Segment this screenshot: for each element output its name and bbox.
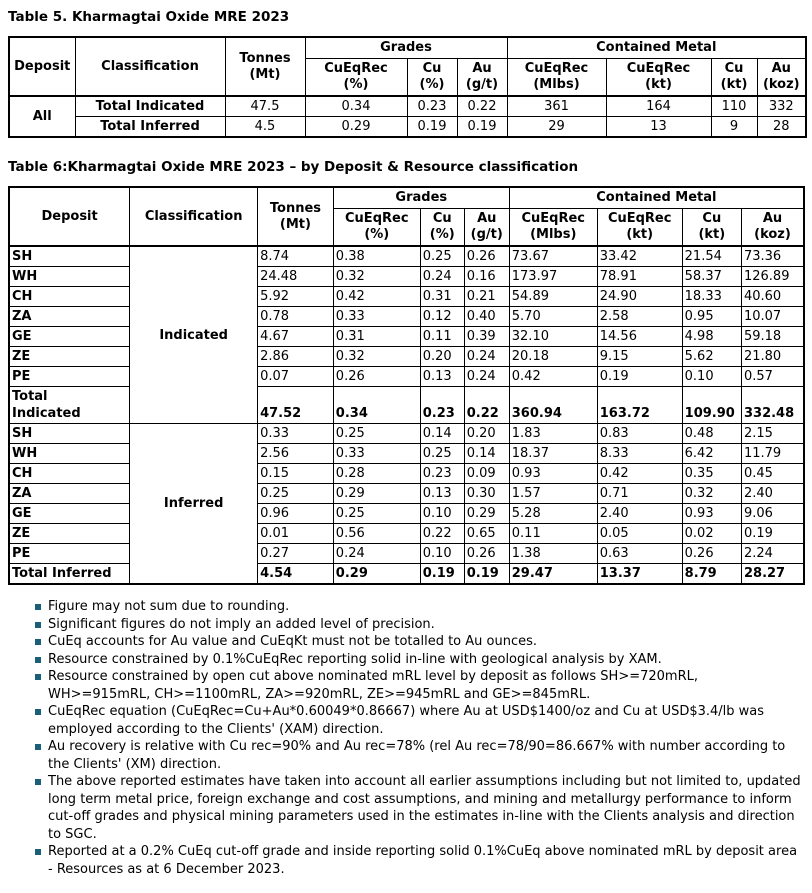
t6-header-tonnes: [258, 187, 334, 246]
table6-header: [9, 187, 804, 246]
value-cell: 24.48: [258, 267, 334, 287]
t6-header-au-gpt-line1: Au: [477, 211, 497, 226]
t6-header-deposit: Deposit: [9, 187, 130, 246]
value-cell: 0.09: [464, 464, 509, 484]
value-cell: 28.27: [741, 564, 804, 585]
t5-header-cueqrec-pct-line1: CuEqRec: [324, 61, 388, 76]
value-cell: 58.37: [682, 267, 741, 287]
table5: [8, 36, 807, 138]
value-cell: 8.33: [597, 444, 682, 464]
t6-header-cu-pct-line2: (%): [429, 227, 455, 242]
value-cell: 0.10: [420, 544, 464, 564]
value-cell: 2.56: [258, 444, 334, 464]
table6-deposit-row: [9, 327, 804, 347]
footnote-text: CuEqRec equation (CuEqRec=Cu+Au*0.60049*0.86667) where Au at USD$1400/oz and Cu at USD$3.4/lb was employed according to the Clients' (XAM) direction.: [48, 704, 765, 737]
table5-header-row-1: [9, 37, 806, 59]
t6-header-au-koz-line2: (koz): [754, 227, 791, 242]
footnote-text: Figure may not sum due to rounding.: [48, 599, 290, 614]
value-cell: 0.01: [258, 524, 334, 544]
t5-header-cu-pct: [407, 59, 457, 97]
t6-header-cueqrec-kt: [597, 209, 682, 247]
value-cell: 40.60: [741, 287, 804, 307]
footnote-item: [35, 598, 804, 616]
value-cell: 0.24: [420, 267, 464, 287]
t5-value-cell: 361: [507, 96, 606, 117]
value-cell: 0.07: [258, 367, 334, 387]
table6-deposit-row: [9, 444, 804, 464]
footnote-text: Reported at a 0.2% CuEq cut-off grade and inside reporting solid 0.1%CuEq above nominated mRL by deposit area - Resources as at 6 December 2023.: [48, 844, 798, 877]
value-cell: 21.54: [682, 246, 741, 267]
table5-header: [9, 37, 806, 96]
value-cell: 109.90: [682, 387, 741, 424]
value-cell: 0.11: [420, 327, 464, 347]
value-cell: 0.19: [464, 564, 509, 585]
square-bullet-icon: [35, 639, 41, 645]
footnote-text: Au recovery is relative with Cu rec=90% and Au rec=78% (rel Au rec=78/90=86.667% with number according to the Clients' (XM) direction.: [48, 739, 786, 772]
t6-header-cueqrec-pct-line2: (%): [364, 227, 390, 242]
t6-header-classification: Classification: [130, 187, 258, 246]
value-cell: 332.48: [741, 387, 804, 424]
t5-header-tonnes: [225, 37, 305, 96]
value-cell: 0.26: [682, 544, 741, 564]
deposit-cell: CH: [9, 287, 130, 307]
value-cell: 78.91: [597, 267, 682, 287]
value-cell: 13.37: [597, 564, 682, 585]
table6-deposit-row: [9, 246, 804, 267]
value-cell: 29.47: [509, 564, 597, 585]
t5-deposit-cell: All: [9, 96, 75, 137]
value-cell: 0.20: [464, 424, 509, 444]
footnote-item: [35, 703, 804, 738]
t5-header-grades: Grades: [305, 37, 507, 59]
value-cell: 0.33: [333, 444, 420, 464]
value-cell: 0.16: [464, 267, 509, 287]
t6-header-cueqrec-pct: [333, 209, 420, 247]
t6-header-cueqrec-mlbs-line2: (Mlbs): [530, 227, 577, 242]
t5-value-cell: 47.5: [225, 96, 305, 117]
table5-body: [9, 96, 806, 137]
total-label-cell: Total Indicated: [9, 387, 130, 424]
footnote-text: Significant figures do not imply an added level of precision.: [48, 616, 435, 632]
value-cell: 8.79: [682, 564, 741, 585]
t5-value-cell: 28: [757, 117, 806, 138]
value-cell: 0.10: [420, 504, 464, 524]
value-cell: 0.31: [333, 327, 420, 347]
value-cell: 0.45: [741, 464, 804, 484]
value-cell: 18.33: [682, 287, 741, 307]
t5-value-cell: 13: [606, 117, 711, 138]
value-cell: 0.33: [333, 307, 420, 327]
t6-header-au-gpt-line2: (g/t): [470, 227, 503, 242]
t6-header-cueqrec-mlbs-line1: CuEqRec: [521, 211, 586, 226]
value-cell: 0.42: [509, 367, 597, 387]
square-bullet-icon: [35, 744, 41, 750]
value-cell: 0.02: [682, 524, 741, 544]
table6-total-row: [9, 387, 804, 424]
square-bullet-icon: [35, 657, 41, 663]
value-cell: 0.32: [682, 484, 741, 504]
value-cell: 0.35: [682, 464, 741, 484]
value-cell: 126.89: [741, 267, 804, 287]
value-cell: 1.83: [509, 424, 597, 444]
value-cell: 18.37: [509, 444, 597, 464]
value-cell: 0.63: [597, 544, 682, 564]
value-cell: 0.24: [464, 367, 509, 387]
value-cell: 0.19: [741, 524, 804, 544]
t5-header-au-koz-line1: Au: [771, 61, 791, 76]
value-cell: 2.15: [741, 424, 804, 444]
t5-value-cell: 0.34: [305, 96, 407, 117]
value-cell: 0.22: [464, 387, 509, 424]
t5-value-cell: 0.19: [407, 117, 457, 138]
value-cell: 0.34: [333, 387, 420, 424]
value-cell: 73.36: [741, 246, 804, 267]
footnote-text: CuEq accounts for Au value and CuEqKt must not be totalled to Au ounces.: [48, 634, 538, 649]
t6-header-cu-kt-line2: (kt): [698, 227, 726, 242]
t5-header-au-gpt-line2: (g/t): [465, 77, 499, 92]
t5-header-contained-metal: Contained Metal: [507, 37, 806, 59]
t5-value-cell: 0.29: [305, 117, 407, 138]
value-cell: 0.24: [464, 347, 509, 367]
footnote-item: [35, 773, 804, 843]
value-cell: 0.93: [682, 504, 741, 524]
value-cell: 10.07: [741, 307, 804, 327]
footnote-item: [35, 738, 804, 773]
t6-header-tonnes-line1: Tonnes: [269, 200, 322, 216]
table6-body: [9, 246, 804, 584]
value-cell: 0.15: [258, 464, 334, 484]
value-cell: 0.40: [464, 307, 509, 327]
footnote-text: The above reported estimates have taken into account all earlier assumptions including but not limited to, updated long term metal price, foreign exchange and cost assumptions, and mining and metallurgy performance to inform cut-off grades and physical mining parameters used in the estimates in-line with the Clients analysis and direction to SGC.: [48, 774, 801, 842]
square-bullet-icon: [35, 779, 41, 785]
t6-header-cu-pct: [420, 209, 464, 247]
value-cell: 32.10: [509, 327, 597, 347]
value-cell: 2.40: [741, 484, 804, 504]
table6-deposit-row: [9, 307, 804, 327]
table5-row-total-indicated: [9, 96, 806, 117]
value-cell: 6.42: [682, 444, 741, 464]
value-cell: 0.05: [597, 524, 682, 544]
value-cell: 2.40: [597, 504, 682, 524]
t5-header-cueqrec-pct-line2: (%): [343, 77, 369, 92]
value-cell: 8.74: [258, 246, 334, 267]
value-cell: 0.28: [333, 464, 420, 484]
table6-deposit-row: [9, 347, 804, 367]
value-cell: 0.29: [464, 504, 509, 524]
value-cell: 2.86: [258, 347, 334, 367]
table6: [8, 186, 805, 585]
value-cell: 0.23: [420, 464, 464, 484]
value-cell: 47.52: [258, 387, 334, 424]
deposit-cell: ZE: [9, 347, 130, 367]
t5-header-cueqrec-kt: [606, 59, 711, 97]
value-cell: 0.26: [464, 246, 509, 267]
value-cell: 0.11: [509, 524, 597, 544]
value-cell: 0.26: [333, 367, 420, 387]
deposit-cell: ZA: [9, 484, 130, 504]
t5-header-cu-pct-line2: (%): [419, 77, 445, 92]
table6-deposit-row: [9, 544, 804, 564]
table6-header-row-1: [9, 187, 804, 209]
t5-value-cell: 110: [711, 96, 757, 117]
value-cell: 5.70: [509, 307, 597, 327]
value-cell: 163.72: [597, 387, 682, 424]
classification-cell: Inferred: [130, 424, 258, 585]
t6-header-cu-kt: [682, 209, 741, 247]
table6-title: Table 6:Kharmagtai Oxide MRE 2023 – by Deposit & Resource classification: [8, 159, 579, 175]
value-cell: 2.58: [597, 307, 682, 327]
t5-header-cu-pct-line1: Cu: [422, 61, 442, 76]
classification-cell: Indicated: [130, 246, 258, 424]
t5-header-cu-kt: [711, 59, 757, 97]
value-cell: 0.95: [682, 307, 741, 327]
value-cell: 0.57: [741, 367, 804, 387]
t5-header-cueqrec-mlbs-line1: CuEqRec: [524, 61, 589, 76]
t6-header-tonnes-line2: (Mt): [279, 216, 311, 232]
value-cell: 1.57: [509, 484, 597, 504]
t5-header-cueqrec-mlbs-line2: (Mlbs): [533, 77, 580, 92]
deposit-cell: ZA: [9, 307, 130, 327]
table5-title: Table 5. Kharmagtai Oxide MRE 2023: [8, 9, 290, 25]
square-bullet-icon: [35, 674, 41, 680]
t5-value-cell: 332: [757, 96, 806, 117]
value-cell: 5.28: [509, 504, 597, 524]
t5-value-cell: 164: [606, 96, 711, 117]
table6-deposit-row: [9, 484, 804, 504]
value-cell: 0.27: [258, 544, 334, 564]
value-cell: 0.13: [420, 484, 464, 504]
value-cell: 0.33: [258, 424, 334, 444]
value-cell: 11.79: [741, 444, 804, 464]
footnote-item: [35, 843, 804, 878]
t5-header-cueqrec-kt-line1: CuEqRec: [626, 61, 691, 76]
table6-deposit-row: [9, 424, 804, 444]
value-cell: 0.29: [333, 564, 420, 585]
value-cell: 2.24: [741, 544, 804, 564]
t6-header-cu-pct-line1: Cu: [432, 211, 452, 226]
t5-header-tonnes-line1: Tonnes: [239, 50, 291, 66]
value-cell: 0.65: [464, 524, 509, 544]
t6-header-cu-kt-line1: Cu: [702, 211, 722, 226]
deposit-cell: GE: [9, 504, 130, 524]
footnote-item: [35, 633, 804, 651]
value-cell: 9.06: [741, 504, 804, 524]
square-bullet-icon: [35, 849, 41, 855]
square-bullet-icon: [35, 604, 41, 610]
t5-header-cu-kt-line1: Cu: [724, 61, 744, 76]
table6-deposit-row: [9, 504, 804, 524]
value-cell: 20.18: [509, 347, 597, 367]
value-cell: 173.97: [509, 267, 597, 287]
value-cell: 0.22: [420, 524, 464, 544]
t6-header-contained-metal: Contained Metal: [509, 187, 804, 209]
value-cell: 4.67: [258, 327, 334, 347]
value-cell: 0.25: [333, 504, 420, 524]
value-cell: 9.15: [597, 347, 682, 367]
table6-deposit-row: [9, 367, 804, 387]
value-cell: 0.14: [420, 424, 464, 444]
t5-classification-cell: Total Indicated: [75, 96, 225, 117]
value-cell: 0.32: [333, 347, 420, 367]
value-cell: 0.38: [333, 246, 420, 267]
t5-header-au-gpt: [457, 59, 507, 97]
value-cell: 0.93: [509, 464, 597, 484]
deposit-cell: GE: [9, 327, 130, 347]
t5-header-classification: Classification: [75, 37, 225, 96]
value-cell: 0.10: [682, 367, 741, 387]
footnote-text: Resource constrained by 0.1%CuEqRec reporting solid in-line with geological analysis by XAM.: [48, 651, 662, 667]
square-bullet-icon: [35, 622, 41, 628]
value-cell: 5.92: [258, 287, 334, 307]
value-cell: 54.89: [509, 287, 597, 307]
t6-header-cueqrec-kt-line1: CuEqRec: [607, 211, 672, 226]
value-cell: 14.56: [597, 327, 682, 347]
value-cell: 0.39: [464, 327, 509, 347]
value-cell: 0.31: [420, 287, 464, 307]
value-cell: 4.98: [682, 327, 741, 347]
value-cell: 0.21: [464, 287, 509, 307]
footnote-item: [35, 651, 804, 669]
total-label-cell: Total Inferred: [9, 564, 130, 585]
table5-row-total-inferred: [9, 117, 806, 138]
square-bullet-icon: [35, 709, 41, 715]
value-cell: 0.48: [682, 424, 741, 444]
deposit-cell: CH: [9, 464, 130, 484]
value-cell: 33.42: [597, 246, 682, 267]
value-cell: 59.18: [741, 327, 804, 347]
t5-header-au-koz: [757, 59, 806, 97]
value-cell: 0.20: [420, 347, 464, 367]
t5-header-cueqrec-pct: [305, 59, 407, 97]
t5-header-cu-kt-line2: (kt): [720, 77, 748, 92]
value-cell: 0.23: [420, 387, 464, 424]
t5-value-cell: 4.5: [225, 117, 305, 138]
t5-classification-cell: Total Inferred: [75, 117, 225, 138]
table6-total-row: [9, 564, 804, 585]
t5-value-cell: 29: [507, 117, 606, 138]
deposit-cell: PE: [9, 544, 130, 564]
value-cell: 0.32: [333, 267, 420, 287]
t6-header-au-gpt: [464, 209, 509, 247]
deposit-cell: PE: [9, 367, 130, 387]
t5-header-cueqrec-mlbs: [507, 59, 606, 97]
value-cell: 0.42: [333, 287, 420, 307]
value-cell: 0.13: [420, 367, 464, 387]
value-cell: 0.78: [258, 307, 334, 327]
value-cell: 0.30: [464, 484, 509, 504]
value-cell: 24.90: [597, 287, 682, 307]
t6-header-cueqrec-mlbs: [509, 209, 597, 247]
value-cell: 0.26: [464, 544, 509, 564]
t5-header-cueqrec-kt-line2: (kt): [645, 77, 672, 92]
value-cell: 0.12: [420, 307, 464, 327]
t6-header-au-koz: [741, 209, 804, 247]
value-cell: 0.29: [333, 484, 420, 504]
t5-header-deposit: Deposit: [9, 37, 75, 96]
deposit-cell: SH: [9, 246, 130, 267]
value-cell: 0.25: [258, 484, 334, 504]
footnote-item: [35, 616, 804, 634]
table6-deposit-row: [9, 524, 804, 544]
value-cell: 0.56: [333, 524, 420, 544]
table6-deposit-row: [9, 464, 804, 484]
value-cell: 0.19: [597, 367, 682, 387]
deposit-cell: ZE: [9, 524, 130, 544]
t5-header-au-koz-line2: (koz): [762, 77, 800, 92]
value-cell: 21.80: [741, 347, 804, 367]
deposit-cell: WH: [9, 444, 130, 464]
t6-header-grades: Grades: [333, 187, 509, 209]
t6-header-cueqrec-kt-line2: (kt): [626, 227, 654, 242]
t5-value-cell: 0.22: [457, 96, 507, 117]
value-cell: 0.96: [258, 504, 334, 524]
t5-value-cell: 0.19: [457, 117, 507, 138]
t5-value-cell: 9: [711, 117, 757, 138]
value-cell: 0.25: [420, 246, 464, 267]
table6-deposit-row: [9, 267, 804, 287]
value-cell: 0.25: [333, 424, 420, 444]
deposit-cell: WH: [9, 267, 130, 287]
value-cell: 0.42: [597, 464, 682, 484]
value-cell: 0.14: [464, 444, 509, 464]
t5-value-cell: 0.23: [407, 96, 457, 117]
t6-header-au-koz-line1: Au: [762, 211, 783, 226]
footnote-item: [35, 668, 804, 703]
t5-header-au-gpt-line1: Au: [472, 61, 492, 76]
value-cell: 0.83: [597, 424, 682, 444]
value-cell: 0.25: [420, 444, 464, 464]
footnotes-list: [8, 598, 804, 878]
table6-deposit-row: [9, 287, 804, 307]
value-cell: 0.24: [333, 544, 420, 564]
t6-header-cueqrec-pct-line1: CuEqRec: [345, 211, 409, 226]
value-cell: 73.67: [509, 246, 597, 267]
value-cell: 5.62: [682, 347, 741, 367]
deposit-cell: SH: [9, 424, 130, 444]
value-cell: 4.54: [258, 564, 334, 585]
value-cell: 0.71: [597, 484, 682, 504]
t5-header-tonnes-line2: (Mt): [249, 66, 281, 82]
value-cell: 360.94: [509, 387, 597, 424]
footnote-text: Resource constrained by open cut above nominated mRL level by deposit as follows SH>=720mRL, WH>=915mRL, CH>=1100mRL, ZA>=920mRL, ZE>=945mRL and GE>=845mRL.: [48, 669, 698, 702]
value-cell: 1.38: [509, 544, 597, 564]
value-cell: 0.19: [420, 564, 464, 585]
